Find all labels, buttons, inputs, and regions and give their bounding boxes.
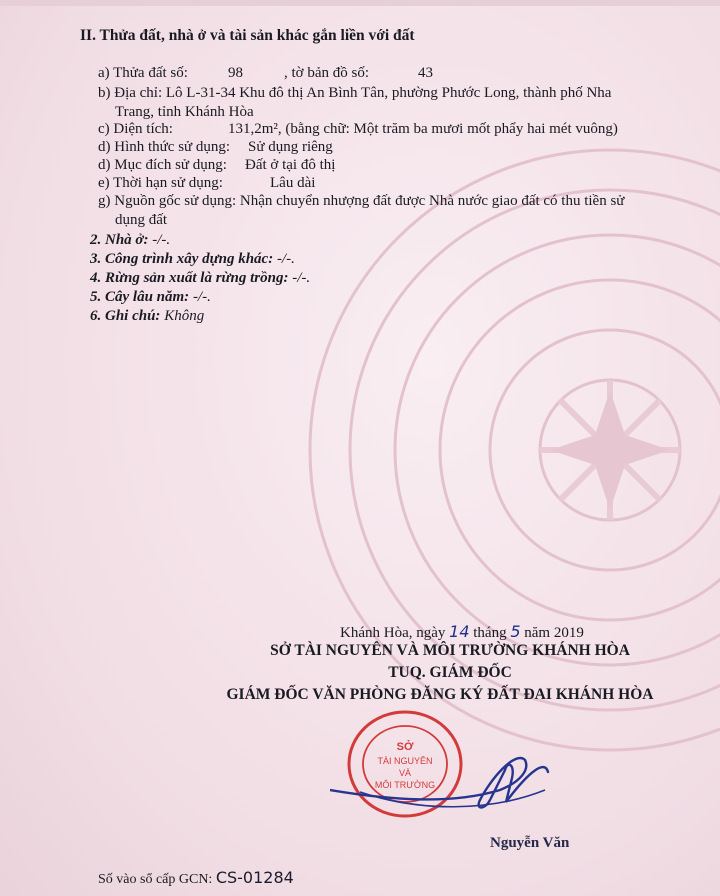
land-term-label: e) Thời hạn sử dụng:	[98, 175, 223, 191]
house-row: 2. Nhà ở: -/-.	[90, 232, 171, 248]
gcn-number-row: Số vào sổ cấp GCN: CS-01284	[98, 868, 294, 887]
land-use-form-value: Sử dụng riêng	[248, 139, 333, 155]
authority-line1: SỞ TÀI NGUYÊN VÀ MÔI TRƯỜNG KHÁNH HÒA	[270, 642, 630, 659]
svg-text:MÔI TRƯỜNG: MÔI TRƯỜNG	[374, 780, 436, 790]
land-address-line2: Trang, tỉnh Khánh Hòa	[115, 104, 254, 120]
land-purpose-value: Đất ở tại đô thị	[245, 157, 336, 173]
perennial-row: 5. Cây lâu năm: -/-.	[90, 289, 211, 305]
forest-row: 4. Rừng sản xuất là rừng trồng: -/-.	[90, 270, 311, 286]
date-line: Khánh Hòa, ngày 14 tháng 5 năm 2019	[340, 622, 584, 641]
land-map-number: 43	[418, 65, 433, 81]
land-purpose-label: d) Mục đích sử dụng:	[98, 157, 227, 173]
authority-line3: GIÁM ĐỐC VĂN PHÒNG ĐĂNG KÝ ĐẤT ĐAI KHÁNH HÒA	[226, 686, 654, 703]
land-area-label: c) Diện tích:	[98, 121, 173, 137]
land-map-label: , tờ bản đồ số:	[284, 65, 370, 81]
land-plot-number: 98	[228, 65, 243, 81]
land-term-value: Lâu dài	[270, 175, 316, 191]
svg-text:VÀ: VÀ	[398, 768, 412, 778]
section-heading: II. Thửa đất, nhà ở và tài sản khác gắn liền với đất	[80, 27, 415, 44]
svg-text:TÀI NGUYÊN: TÀI NGUYÊN	[377, 756, 433, 766]
authority-line2: TUQ. GIÁM ĐỐC	[388, 664, 512, 681]
land-origin-line2: dụng đất	[115, 212, 168, 228]
signer-name: Nguyễn Văn	[490, 835, 570, 851]
svg-text:SỞ: SỞ	[396, 741, 414, 753]
scan-edge	[0, 0, 720, 6]
land-plot-label: a) Thửa đất số:	[98, 65, 188, 81]
land-area-value: 131,2m², (bằng chữ: Một trăm ba mươi mốt phẩy hai mét vuông)	[228, 121, 618, 137]
construction-row: 3. Công trình xây dựng khác: -/-.	[90, 251, 295, 267]
land-use-form-label: d) Hình thức sử dụng:	[98, 139, 231, 155]
land-address-line1: b) Địa chỉ: Lô L-31-34 Khu đô thị An Bình Tân, phường Phước Long, thành phố Nha	[98, 85, 612, 101]
signature	[330, 730, 570, 840]
land-origin-line1: g) Nguồn gốc sử dụng: Nhận chuyển nhượng đất được Nhà nước giao đất có thu tiền sử	[98, 193, 625, 209]
note-row: 6. Ghi chú: Không	[90, 308, 205, 324]
